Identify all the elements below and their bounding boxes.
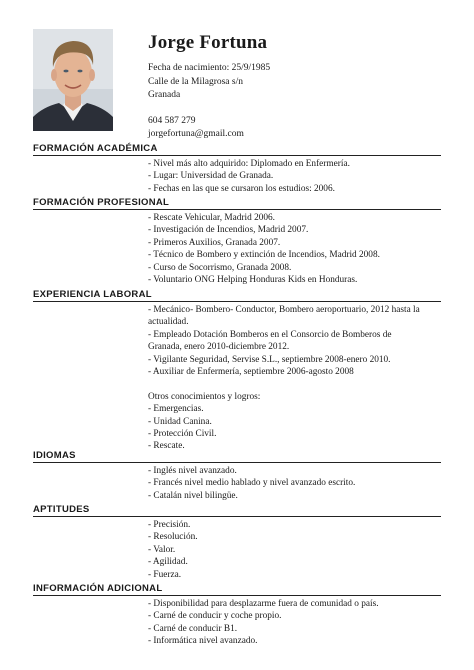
list-item: Granada, enero 2010-diciembre 2012. xyxy=(148,342,290,353)
section-title: FORMACIÓN ACADÉMICA xyxy=(33,143,441,156)
section-experiencia-laboral xyxy=(33,289,441,453)
list-item: - Rescate. xyxy=(148,441,185,452)
phone-number: 604 587 279 xyxy=(148,115,196,126)
profile-photo xyxy=(33,29,113,131)
section-informacion-adicional xyxy=(33,583,441,648)
section-body xyxy=(148,210,441,286)
section-idiomas xyxy=(33,450,441,502)
section-body xyxy=(148,517,441,581)
list-item: - Protección Civil. xyxy=(148,429,217,440)
list-item: - Voluntario ONG Helping Honduras Kids en Honduras. xyxy=(148,275,358,286)
list-item: - Lugar: Universidad de Granada. xyxy=(148,171,274,182)
list-item: - Nivel más alto adquirido: Diplomado en Enfermería. xyxy=(148,159,350,169)
section-title: IDIOMAS xyxy=(33,450,441,463)
list-item: - Vigilante Seguridad, Servise S.L., septiembre 2008-enero 2010. xyxy=(148,354,391,365)
list-item: - Investigación de Incendios, Madrid 2007. xyxy=(148,225,309,236)
section-title: FORMACIÓN PROFESIONAL xyxy=(33,197,441,210)
section-body xyxy=(148,302,441,453)
list-item: - Curso de Socorrismo, Granada 2008. xyxy=(148,262,292,273)
list-item: - Empleado Dotación Bomberos en el Consorcio de Bomberos de xyxy=(148,329,392,340)
list-item: - Inglés nivel avanzado. xyxy=(148,466,237,476)
list-item: - Valor. xyxy=(148,544,176,555)
portrait-image xyxy=(33,29,113,131)
section-title: EXPERIENCIA LABORAL xyxy=(33,289,441,302)
list-item: - Carné de conducir y coche propio. xyxy=(148,611,282,622)
list-item: - Fechas en las que se cursaron los estudios: 2006. xyxy=(148,183,335,194)
email-address[interactable]: jorgefortuna@gmail.com xyxy=(148,129,244,139)
section-title: APTITUDES xyxy=(33,504,441,517)
list-item: - Fuerza. xyxy=(148,569,182,580)
address-line-2: Granada xyxy=(148,90,181,100)
section-body xyxy=(148,463,441,502)
section-formacion-academica xyxy=(33,143,441,195)
list-item: - Emergencias. xyxy=(148,404,204,415)
list-item: - Resolución. xyxy=(148,532,198,543)
section-formacion-profesional xyxy=(33,197,441,286)
list-item: - Catalán nivel bilingüe. xyxy=(148,490,238,501)
list-item: - Rescate Vehicular, Madrid 2006. xyxy=(148,213,275,223)
list-item: - Auxiliar de Enfermería, septiembre 2006-agosto 2008 xyxy=(148,367,354,378)
birth-date: Fecha de nacimiento: 25/9/1985 xyxy=(148,63,271,73)
list-item: - Precisión. xyxy=(148,520,191,530)
section-body xyxy=(148,596,441,648)
list-item: - Técnico de Bombero y extinción de Incendios, Madrid 2008. xyxy=(148,250,380,261)
candidate-name: Jorge Fortuna xyxy=(148,32,268,53)
list-item: - Disponibilidad para desplazarme fuera de comunidad o país. xyxy=(148,599,379,609)
list-item: - Mecánico- Bombero- Conductor, Bombero aeroportuario, 2012 hasta la xyxy=(148,305,420,315)
list-item: - Primeros Auxilios, Granada 2007. xyxy=(148,237,281,248)
address-line-1: Calle de la Milagrosa s/n xyxy=(148,76,243,87)
list-item: - Unidad Canina. xyxy=(148,416,212,427)
list-item: - Francés nivel medio hablado y nivel avanzado escrito. xyxy=(148,478,356,489)
list-item: actualidad. xyxy=(148,317,189,328)
list-item: - Carné de conducir B1. xyxy=(148,623,238,634)
list-item: - Informática nivel avanzado. xyxy=(148,636,258,647)
section-aptitudes xyxy=(33,504,441,581)
list-item: - Agilidad. xyxy=(148,557,188,568)
other-skills-heading: Otros conocimientos y logros: xyxy=(148,391,261,402)
section-title: INFORMACIÓN ADICIONAL xyxy=(33,583,441,596)
header xyxy=(148,31,448,142)
section-body xyxy=(148,156,441,195)
